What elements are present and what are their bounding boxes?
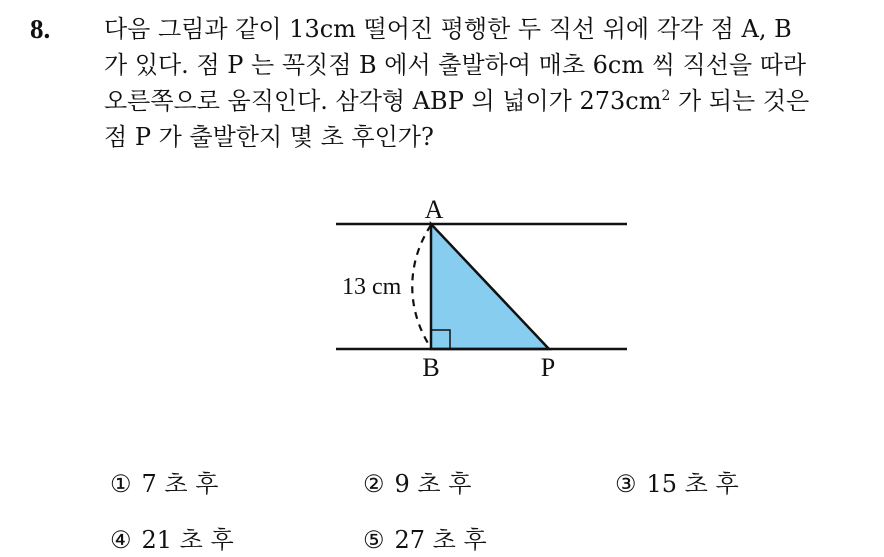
distance-arc — [412, 225, 431, 348]
choice-2[interactable] — [363, 467, 471, 501]
choice-2-text: 9 초 후 — [394, 470, 472, 498]
stem-line-3-text: 오른쪽으로 움직인다. 삼각형 ABP 의 넓이가 273cm — [104, 87, 662, 115]
choice-3[interactable] — [615, 467, 739, 501]
choice-5-mark: ⑤ — [363, 526, 385, 554]
choice-1-mark: ① — [110, 470, 132, 498]
label-point-b: B — [422, 353, 440, 382]
question-number: 8. — [30, 14, 51, 44]
area-unit-superscript: 2 — [661, 88, 671, 104]
choice-3-text: 15 초 후 — [646, 470, 739, 498]
choice-1[interactable] — [110, 467, 218, 501]
choice-5[interactable] — [363, 523, 487, 557]
stem-line-4: 점 P 가 출발한지 몇 초 후인가? — [104, 123, 434, 151]
label-distance: 13 cm — [342, 274, 402, 300]
choice-2-mark: ② — [363, 470, 385, 498]
stem-line-3-tail: 가 되는 것은 — [670, 87, 810, 115]
question-stem — [104, 11, 874, 155]
stem-line-2: 가 있다. 점 P 는 꼭짓점 B 에서 출발하여 매초 6cm 씩 직선을 따라 — [104, 51, 807, 79]
choice-1-text: 7 초 후 — [141, 470, 219, 498]
stem-line-3 — [104, 83, 874, 119]
label-point-a: A — [424, 195, 444, 224]
choice-4[interactable] — [110, 523, 234, 557]
choice-3-mark: ③ — [615, 470, 637, 498]
choice-4-text: 21 초 후 — [141, 526, 234, 554]
choice-4-mark: ④ — [110, 526, 132, 554]
label-point-p: P — [540, 353, 556, 382]
triangle-figure — [330, 188, 640, 388]
stem-line-1: 다음 그림과 같이 13cm 떨어진 평행한 두 직선 위에 각각 점 A, B — [104, 15, 792, 43]
choice-5-text: 27 초 후 — [394, 526, 487, 554]
